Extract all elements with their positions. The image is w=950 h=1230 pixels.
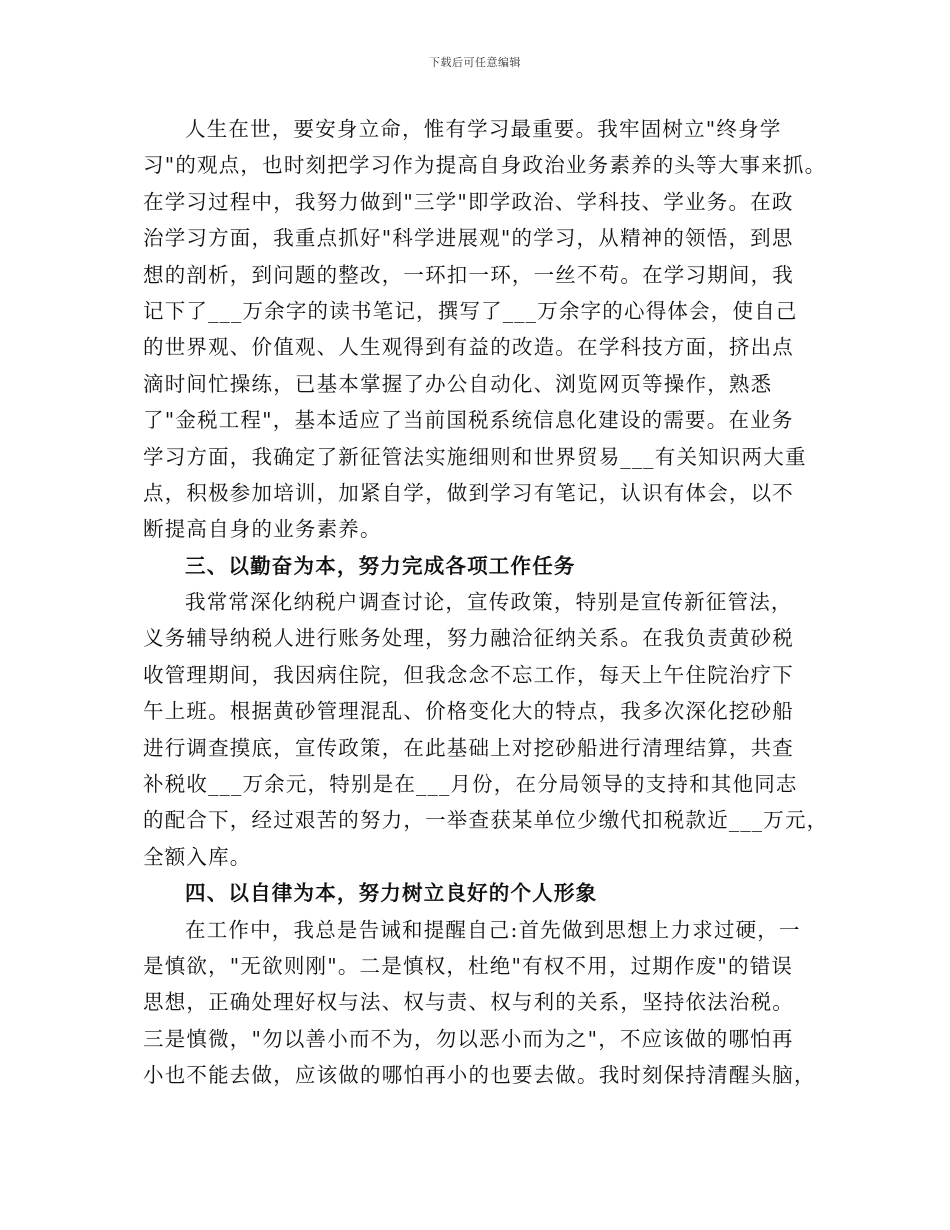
text-line: 的配合下，经过艰苦的努力，一举查获某单位少缴代扣税款近___万元， [143,808,829,833]
text-line: 断提高自身的业务素养。 [143,517,382,542]
text-line: 记下了___万余字的读书笔记，撰写了___万余字的心得体会，使自己 [143,298,798,323]
page-header: 下载后可任意编辑 [429,56,521,69]
text-line: 义务辅导纳税人进行账务处理，努力融洽征纳关系。在我负责黄砂税 [143,626,794,651]
section-heading: 四、以自律为本，努力树立良好的个人形象 [185,881,598,906]
text-line: 午上班。根据黄砂管理混乱、价格变化大的特点，我多次深化挖砂船 [143,699,794,724]
text-line: 想的剖析，到问题的整改，一环扣一环，一丝不苟。在学习期间，我 [143,262,794,287]
text-line: 了"金税工程"，基本适应了当前国税系统信息化建设的需要。在业务 [143,408,794,433]
text-line: 习"的观点，也时刻把学习作为提高自身政治业务素养的头等大事来抓。 [143,153,827,178]
text-line: 的世界观、价值观、人生观得到有益的改造。在学科技方面，挤出点 [143,335,794,360]
section-heading: 三、以勤奋为本，努力完成各项工作任务 [185,553,576,578]
text-line: 在学习过程中，我努力做到"三学"即学政治、学科技、学业务。在政 [143,189,794,214]
document-body [143,111,829,1094]
text-line: 治学习方面，我重点抓好"科学进展观"的学习，从精神的领悟，到思 [143,226,794,251]
text-line: 思想，正确处理好权与法、权与责、权与利的关系，坚持依法治税。 [143,990,794,1015]
text-line: 在工作中，我总是告诫和提醒自己:首先做到思想上力求过硬，一 [185,917,801,942]
text-line: 全额入库。 [143,844,252,869]
text-line: 补税收___万余元，特别是在___月份，在分局领导的支持和其他同志 [143,772,798,797]
text-line: 小也不能去做，应该做的哪怕再小的也要去做。我时刻保持清醒头脑， [143,1063,816,1088]
text-line: 滴时间忙操练，已基本掌握了办公自动化、浏览网页等操作，熟悉 [143,371,773,396]
text-line: 点，积极参加培训，加紧自学，做到学习有笔记，认识有体会，以不 [143,480,794,505]
text-line: 学习方面，我确定了新征管法实施细则和世界贸易___有关知识两大重 [143,444,807,469]
text-line: 人生在世，要安身立命，惟有学习最重要。我牢固树立"终身学 [185,117,782,141]
text-line: 我常常深化纳税户调查讨论，宣传政策，特别是宣传新征管法， [185,590,793,615]
text-line: 收管理期间，我因病住院，但我念念不忘工作，每天上午住院治疗下 [143,662,794,687]
text-line: 是慎欲，"无欲则刚"。二是慎权，杜绝"有权不用，过期作废"的错误 [143,953,794,978]
text-line: 进行调查摸底，宣传政策，在此基础上对挖砂船进行清理结算，共查 [143,735,794,760]
text-line: 三是慎微，"勿以善小而不为，勿以恶小而为之"，不应该做的哪怕再 [143,1026,794,1051]
